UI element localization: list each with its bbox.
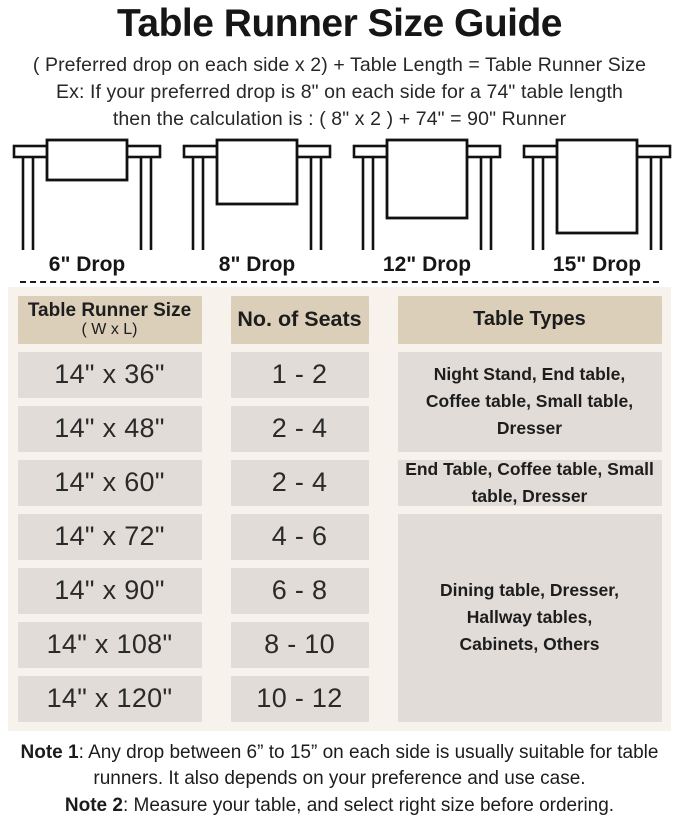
size-cell: 14" x 108" xyxy=(18,622,202,668)
note-2 xyxy=(6,793,673,820)
seats-cell: 2 - 4 xyxy=(231,406,369,452)
header-runner-size-title: Table Runner Size xyxy=(27,300,192,322)
diagram-15-drop xyxy=(512,138,679,278)
drop-label: 8" Drop xyxy=(218,252,296,276)
diagram-8-drop xyxy=(172,138,342,278)
size-guide-table xyxy=(17,296,662,722)
table-types-group-small xyxy=(398,352,662,452)
page-title: Table Runner Size Guide xyxy=(116,2,563,45)
seats-cell: 2 - 4 xyxy=(231,460,369,506)
table-runner-illustration-icon xyxy=(172,138,342,250)
example-line-1: Ex: If your preferred drop is 8" on each side for a 74" table length xyxy=(56,80,623,103)
note-1 xyxy=(6,740,673,793)
seats-cell: 10 - 12 xyxy=(231,676,369,722)
header-runner-size-sub: ( W x L) xyxy=(81,321,138,339)
size-cell: 14" x 120" xyxy=(18,676,202,722)
note-2-text: : Measure your table, and select right size before ordering. xyxy=(122,794,615,816)
table-types-text: End Table, Coffee table, Small table, Dresser xyxy=(405,458,654,506)
example-line-2: then the calculation is : ( 8" x 2 ) + 74" = 90" Runner xyxy=(112,107,567,130)
header-seats: No. of Seats xyxy=(231,296,369,344)
size-cell: 14" x 72" xyxy=(18,514,202,560)
size-cell: 14" x 60" xyxy=(18,460,202,506)
notes xyxy=(0,740,679,820)
formula-line: ( Preferred drop on each side x 2) + Table Length = Table Runner Size xyxy=(32,53,647,76)
header-table-types: Table Types xyxy=(398,296,662,344)
table-types-text: Night Stand, End table, Coffee table, Small table, Dresser xyxy=(425,364,634,439)
table-types-group-medium xyxy=(398,460,662,506)
table-types-group-large xyxy=(398,514,662,722)
drop-label: 6" Drop xyxy=(48,252,126,276)
drop-label: 12" Drop xyxy=(382,252,472,276)
dashed-divider xyxy=(20,281,659,283)
drop-diagrams xyxy=(0,133,679,278)
size-cell: 14" x 48" xyxy=(18,406,202,452)
seats-cell: 6 - 8 xyxy=(231,568,369,614)
size-cell: 14" x 36" xyxy=(18,352,202,398)
table-runner-illustration-icon xyxy=(512,138,679,250)
table-runner-illustration-icon xyxy=(2,138,172,250)
note-1-text: : Any drop between 6” to 15” on each side is usually suitable for table runners. It also depends on your preference and use case. xyxy=(78,741,659,790)
size-guide-table-section xyxy=(8,287,671,731)
note-2-label: Note 2 xyxy=(64,794,123,816)
note-1-label: Note 1 xyxy=(20,741,79,763)
diagram-12-drop xyxy=(342,138,512,278)
table-types-text: Dining table, Dresser, Hallway tables, Cabinets, Others xyxy=(440,580,619,655)
drop-label: 15" Drop xyxy=(552,252,642,276)
header-runner-size xyxy=(18,296,202,344)
table-runner-illustration-icon xyxy=(342,138,512,250)
seats-cell: 4 - 6 xyxy=(231,514,369,560)
size-cell: 14" x 90" xyxy=(18,568,202,614)
seats-cell: 8 - 10 xyxy=(231,622,369,668)
header xyxy=(0,0,679,133)
seats-cell: 1 - 2 xyxy=(231,352,369,398)
diagram-6-drop xyxy=(2,138,172,278)
